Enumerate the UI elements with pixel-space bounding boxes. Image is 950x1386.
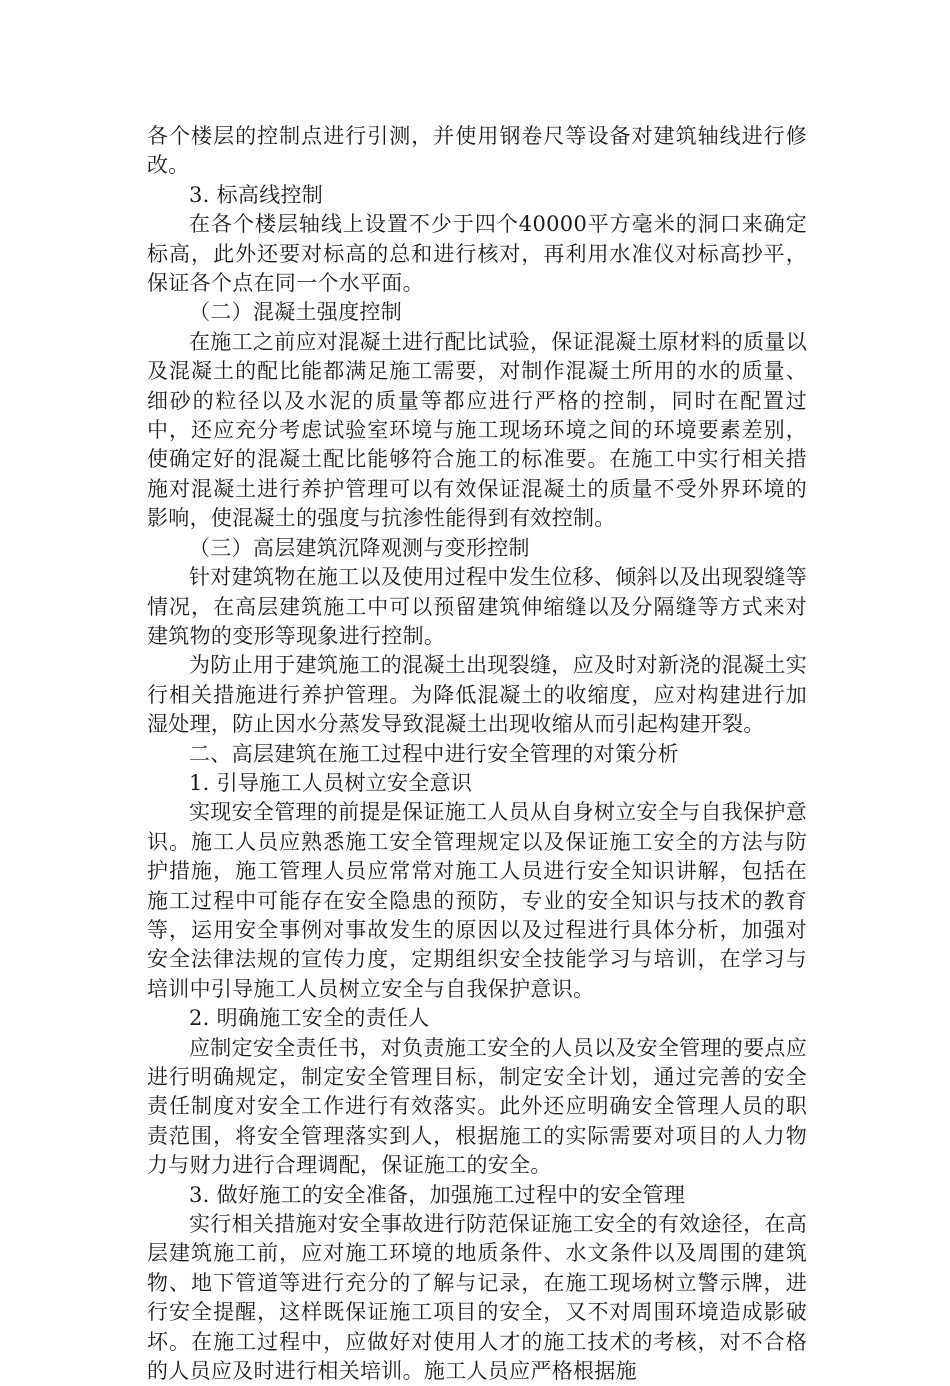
paragraph: 实行相关措施对安全事故进行防范保证施工安全的有效途径，在高层建筑施工前，应对施工环境的地质条件、水文条件以及周围的建筑物、地下管道等进行充分的了解与记录，在施工现场树立警示牌，进行安全提醒，这样既保证施工项目的安全，又不对周围环境造成影破坏。在施工过程中，应做好对使用人才的施工技术的考核，对不合格的人员应及时进行相关培训。施工人员应严格根据施 (147, 1212, 807, 1384)
section-heading: （二）混凝土强度控制 (189, 300, 402, 325)
paragraph: 应制定安全责任书，对负责施工安全的人员以及安全管理的要点应进行明确规定，制定安全管理目标，制定安全计划，通过完善的安全责任制度对安全工作进行有效落实。此外还应明确安全管理人员的职责范围，将安全管理落实到人，根据施工的实际需要对项目的人力物力与财力进行合理调配，保证施工的安全。 (147, 1035, 807, 1178)
paragraph: 为防止用于建筑施工的混凝土出现裂缝，应及时对新浇的混凝土实行相关措施进行养护管理。为降低混凝土的收缩度，应对构建进行加湿处理，防止因水分蒸发导致混凝土出现收缩从而引起构建开裂。 (147, 653, 807, 737)
paragraph: 在施工之前应对混凝土进行配比试验，保证混凝土原材料的质量以及混凝土的配比能都满足施工需要，对制作混凝土所用的水的质量、细砂的粒径以及水泥的质量等都应进行严格的控制，同时在配置过中，还应充分考虑试验室环境与施工现场环境之间的环境要素差别，使确定好的混凝土配比能够符合施工的标准要。在施工中实行相关措施对混凝土进行养护管理可以有效保证混凝土的质量不受外界环境的影响，使混凝土的强度与抗渗性能得到有效控制。 (147, 329, 807, 531)
paragraph: 在各个楼层轴线上设置不少于四个40000平方毫米的洞口来确定标高，此外还要对标高的总和进行核对，再利用水准仪对标高抄平，保证各个点在同一个水平面。 (147, 212, 807, 296)
paragraph: 针对建筑物在施工以及使用过程中发生位移、倾斜以及出现裂缝等情况，在高层建筑施工中可以预留建筑伸缩缝以及分隔缝等方式来对建筑物的变形等现象进行控制。 (147, 565, 807, 648)
section-heading: （三）高层建筑沉降观测与变形控制 (189, 535, 530, 560)
paragraph: 各个楼层的控制点进行引测，并使用钢卷尺等设备对建筑轴线进行修改。 (147, 124, 807, 178)
body-text (147, 122, 807, 1386)
section-heading: 1. 引导施工人员树立安全意识 (189, 770, 473, 795)
section-heading: 3. 标高线控制 (189, 182, 324, 207)
section-heading: 2. 明确施工安全的责任人 (189, 1006, 430, 1031)
section-heading: 3. 做好施工的安全准备，加强施工过程中的安全管理 (189, 1182, 686, 1207)
paragraph: 实现安全管理的前提是保证施工人员从自身树立安全与自我保护意识。施工人员应熟悉施工安全管理规定以及保证施工安全的方法与防护措施，施工管理人员应常常对施工人员进行安全知识讲解，包括在施工过程中可能存在安全隐患的预防，专业的安全知识与技术的教育等，运用安全事例对事故发生的原因以及过程进行具体分析，加强对安全法律法规的宣传力度，定期组织安全技能学习与培训，在学习与培训中引导施工人员树立安全与自我保护意识。 (147, 800, 807, 1001)
section-heading: 二、高层建筑在施工过程中进行安全管理的对策分析 (189, 741, 679, 766)
